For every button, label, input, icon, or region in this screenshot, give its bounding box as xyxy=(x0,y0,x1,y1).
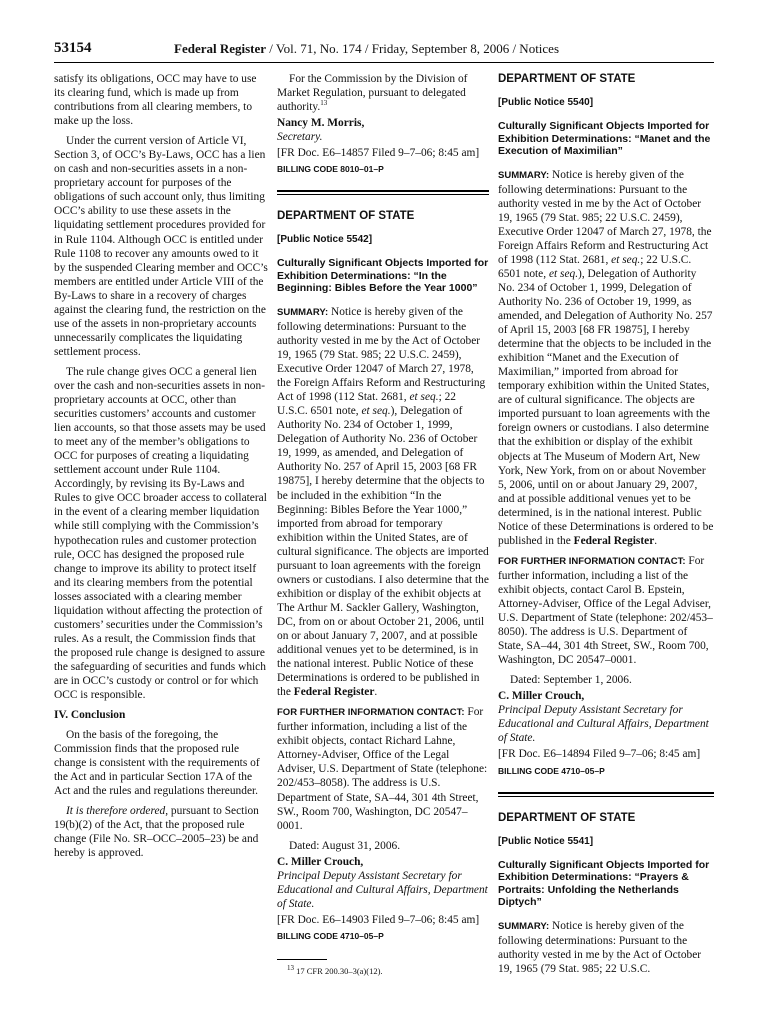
issue-details: / Vol. 71, No. 174 / Friday, September 8, 2006 / Notices xyxy=(266,41,560,56)
billing-code: BILLING CODE 4710–05–P xyxy=(498,765,605,776)
signer-name: C. Miller Crouch, xyxy=(498,690,585,703)
fr-doc: [FR Doc. E6–14894 Filed 9–7–06; 8:45 am] xyxy=(498,748,701,761)
commission-line xyxy=(277,72,489,114)
contact-text: For further information, including a list of the exhibit objects, contact Carol B. Epstein, Attorney-Adviser, Office of the Legal Adviser, U.S. Department of State (telephone: 202/453–8050). The address is U.S. Department of State, SA–44, 301 4th Street, SW., Room 700, Washington, DC 20547–0001. xyxy=(498,554,713,667)
contact-text: For further information, including a list of the exhibit objects, contact Richard Lahne, Attorney-Adviser, Office of the Legal Adviser, U.S. Department of State (telephone: 202/453–8058). The address is U.S. Department of State, SA–44, 301 4th Street, SW., Room 700, Washington, DC 20547–0001. xyxy=(277,706,488,832)
summary-text: ; 22 U.S.C. 6501 note, xyxy=(277,391,456,418)
summary-bold: Federal Register xyxy=(573,534,655,547)
summary-label: SUMMARY: xyxy=(498,169,550,181)
summary-text: . xyxy=(654,534,658,547)
footnote xyxy=(277,964,489,978)
footnote-text: 17 CFR 200.30–3(a)(12). xyxy=(294,965,383,976)
summary-paragraph xyxy=(498,919,714,976)
order-phrase: It is therefore ordered xyxy=(66,805,166,818)
summary-label: SUMMARY: xyxy=(277,306,329,318)
billing-code: BILLING CODE 4710–05–P xyxy=(277,930,384,941)
summary-text: ; 22 U.S.C. 6501 note, xyxy=(498,253,692,280)
public-notice-number: [Public Notice 5541] xyxy=(498,835,594,847)
order-text: , pursuant to Section 19(b)(2) of the Act, that the proposed rule change (File No. SR–OCC–2005–23) be and hereby is approved. xyxy=(54,805,259,860)
section-divider xyxy=(498,792,714,797)
summary-paragraph xyxy=(277,305,489,699)
page-header xyxy=(54,38,714,63)
summary-text: Notice is hereby given of the following determinations: Pursuant to the authority vested in me by the Act of October 19, 1965 (79 Stat. 985; 22 U.S.C. 2459), Executive Order 12047 of March 27, 1978, the Foreign Affairs Reform and Restructuring Act of 1998 (112 Stat. 2681, xyxy=(277,305,486,404)
dated-line: Dated: September 1, 2006. xyxy=(510,674,632,687)
summary-label: SUMMARY: xyxy=(498,920,550,932)
summary-bold: Federal Register xyxy=(293,686,375,699)
department-heading: DEPARTMENT OF STATE xyxy=(498,73,636,85)
footnote-number: 13 xyxy=(287,964,294,973)
fr-doc: [FR Doc. E6–14857 Filed 9–7–06; 8:45 am] xyxy=(277,147,480,160)
public-notice-number: [Public Notice 5540] xyxy=(498,97,594,109)
signer-title: Secretary. xyxy=(277,131,323,144)
running-head xyxy=(174,41,559,57)
contact-paragraph xyxy=(498,554,714,667)
department-heading: DEPARTMENT OF STATE xyxy=(277,210,415,223)
summary-italic: et seq. xyxy=(611,253,641,266)
section-heading: IV. Conclusion xyxy=(54,709,126,722)
summary-text: ), Delegation of Authority No. 234 of October 1, 1999, Delegation of Authority No. 236 of October 19, 1999, as amended, and Delegation of Authority No. 257 of April 15, 2003 [68 FR 19875], I hereby determine that the objects to be included in the exhibition “In the Beginning: Bibles Before the Year 1000,” imported from abroad for temporary exhibition within the United States, are of cultural significance. The objects are imported pursuant to loan agreements with the foreign owners or custodians. I also determine that the exhibition or display of the exhibit objects at The Arthur M. Sackler Gallery, Washington, DC, from on or about October 21, 2006, until on or about January 7, 2007, and at possible additional venues yet to be determined, is in the national interest. Public Notice of these Determinations is ordered to be published in the xyxy=(277,405,489,699)
paragraph: satisfy its obligations, OCC may have to use its clearing fund, which is made up from contributions from all clearing members, to make up the loss. xyxy=(54,73,257,128)
summary-italic: et seq. xyxy=(361,405,391,418)
summary-text: . xyxy=(374,686,378,699)
footnote-ref: 13 xyxy=(320,99,328,108)
paragraph: The rule change gives OCC a general lien over the cash and non-securities assets in non-proprietary accounts at OCC, other than securities customers’ accounts and customer lien accounts, so that those assets may be used to meet any of the member’s obligations to OCC for purposes of creating a liquidating settlement account under Rule 1104. Accordingly, by revising its By-Laws and Rules to give OCC broader access to collateral in the event of a clearing member liquidation while still complying with the Commission’s hypothecation rules and customer protection rule, OCC has designed the proposed rule change to improve its ability to protect itself and its clearing members from the potential losses associated with a clearing member liquidation without affecting the protection of customers’ securities under the Commission’s rules. As a result, the Commission finds that the proposed rule change is designed to assure the safeguarding of securities and funds which are in OCC’s custody or control or for which OCC is responsible. xyxy=(54,365,267,702)
summary-italic: et seq. xyxy=(409,391,439,404)
signer-name: Nancy M. Morris, xyxy=(277,117,365,130)
section-divider xyxy=(277,190,489,195)
summary-text: Notice is hereby given of the following determinations: Pursuant to the authority vested in me by the Act of October 19, 1965 (79 Stat. 985; 22 U.S.C. xyxy=(498,919,702,975)
signer-name: C. Miller Crouch, xyxy=(277,855,364,868)
contact-paragraph xyxy=(277,705,489,832)
summary-paragraph xyxy=(498,168,714,548)
paragraph xyxy=(54,804,268,860)
notice-title: Culturally Significant Objects Imported for Exhibition Determinations: “Manet and the Execution of Maximilian” xyxy=(498,120,711,158)
summary-text: ), Delegation of Authority No. 234 of October 1, 1999, Delegation of Authority No. 236 of October 19, 1999, as amended, and Delegation of Authority No. 257 of April 15, 2003 [68 FR 19875], I hereby determine that the objects to be included in the exhibition “Manet and the Execution of Maximilian,” imported from abroad for temporary exhibition within the United States, are of cultural significance. The objects are imported pursuant to loan agreements with the foreign owners or custodians. I also determine that the exhibition or display of the exhibit objects at The Museum of Modern Art, New York, New York, from on or about November 5, 2006, until on or about January 29, 2007, and at possible additional venues yet to be determined, is in the national interest. Public Notice of these Determinations is ordered to be published in the xyxy=(498,267,714,547)
commission-text: For the Commission by the Division of Market Regulation, pursuant to delegated authority. xyxy=(277,73,468,114)
notice-title: Culturally Significant Objects Imported for Exhibition Determinations: “In the Beginning: Bibles Before the Year 1000” xyxy=(277,257,489,295)
column-1 xyxy=(54,72,268,867)
paragraph: On the basis of the foregoing, the Commission finds that the proposed rule change is consistent with the requirements of the Act and in particular Section 17A of the Act and the rules and regulations thereunder. xyxy=(54,729,260,798)
public-notice-number: [Public Notice 5542] xyxy=(277,234,373,246)
billing-code: BILLING CODE 8010–01–P xyxy=(277,164,384,175)
signer-title: Principal Deputy Assistant Secretary for Educational and Cultural Affairs, Department of State. xyxy=(498,704,709,745)
department-heading: DEPARTMENT OF STATE xyxy=(498,811,636,824)
page-number: 53154 xyxy=(54,40,92,56)
contact-label: FOR FURTHER INFORMATION CONTACT: xyxy=(277,707,465,719)
notice-title: Culturally Significant Objects Imported for Exhibition Determinations: “Prayers & Portraits: Unfolding the Netherlands Diptych” xyxy=(498,858,710,909)
summary-italic: et seq. xyxy=(548,267,579,280)
summary-text: Notice is hereby given of the following determinations: Pursuant to the authority vested in me by the Act of October 19, 1965 (79 Stat. 985; 22 U.S.C. 2459), Executive Order 12047 of March 27, 1978, the Foreign Affairs Reform and Restructuring Act of 1998 (112 Stat. 2681, xyxy=(498,168,712,266)
column-3 xyxy=(498,72,714,982)
journal-name: Federal Register xyxy=(174,41,267,56)
signer-title: Principal Deputy Assistant Secretary for Educational and Cultural Affairs, Department of State. xyxy=(277,869,488,910)
contact-label: FOR FURTHER INFORMATION CONTACT: xyxy=(498,555,686,567)
dated-line: Dated: August 31, 2006. xyxy=(289,839,401,852)
column-2 xyxy=(277,72,489,984)
paragraph: Under the current version of Article VI, Section 3, of OCC’s By-Laws, OCC has a lien on cash and non-securities assets in a non-proprietary account for purposes of the obligations of such account only, thus limiting OCC’s ability to use these assets in the liquidating settlement procedures provided for in Rule 1104. Although OCC is entitled under Rule 1108 to recover any amounts owed to it by the suspended Clearing member and OCC’s members are entitled under Article VIII of the By-Laws to share in a recovery of charges against the clearing fund, the restriction on the use of the assets in non-proprietary accounts unnecessarily complicates the liquidating settlement process. xyxy=(54,135,268,358)
fr-doc: [FR Doc. E6–14903 Filed 9–7–06; 8:45 am] xyxy=(277,913,480,926)
footnote-divider xyxy=(277,959,327,960)
